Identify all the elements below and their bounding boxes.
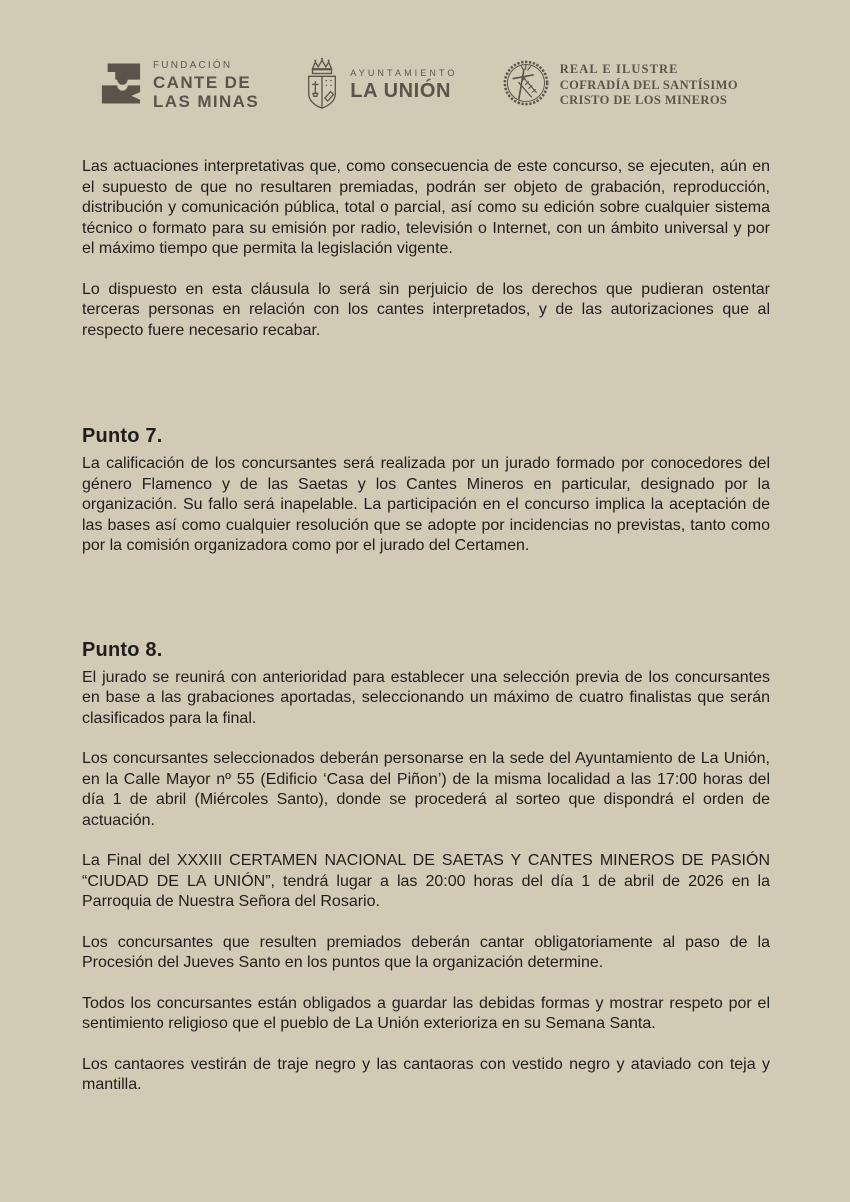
fundacion-mark-icon — [100, 61, 142, 111]
document-body — [82, 117, 770, 1096]
paragraph-intro-2: Lo dispuesto en esta cláusula lo será sin perjuicio de los derechos que pudieran ostentar terceras personas en relación con los cantes interpretados, y de las autorizaciones que al respecto fuere necesario recabar. — [82, 280, 770, 339]
cofradia-logo-text — [560, 62, 738, 109]
fundacion-label: FUNDACIÓN — [153, 59, 233, 71]
cofradia-logo — [502, 59, 738, 112]
cofradia-line3: CRISTO DE LOS MINEROS — [559, 93, 728, 108]
paragraph-intro-1: Las actuaciones interpretativas que, como consecuencia de este concurso, se ejecuten, aún en el supuesto de que no resultaren premiadas, podrán ser objeto de grabación, reproducción, distribución y comunicación pública, total o parcial, así como su edición sobre cualquier sistema técnico o formato para su emisión por radio, televisión o Internet, con un ámbito universal y por el máximo tiempo que permita la legislación vigente. — [82, 158, 770, 257]
section-punto-7 — [82, 425, 770, 557]
ayuntamiento-name: LA UNIÓN — [350, 80, 452, 102]
paragraph-punto-8-1: El jurado se reunirá con anterioridad para establecer una selección previa de los concursantes en base a las grabaciones aportadas, seleccionando un máximo de cuatro finalistas que serán clasificados para la final. — [82, 668, 770, 727]
paragraph-punto-8-5: Todos los concursantes están obligados a guardar las debidas formas y mostrar respeto por el sentimiento religioso que el pueblo de La Unión exterioriza en su Semana Santa. — [82, 994, 770, 1032]
paragraph-punto-8-6: Los cantaores vestirán de traje negro y las cantaoras con vestido negro y ataviado con teja y mantilla. — [82, 1055, 770, 1093]
ayuntamiento-label: AYUNTAMIENTO — [350, 68, 458, 78]
section-punto-8 — [82, 639, 770, 1096]
paragraph-punto-7-1: La calificación de los concursantes será realizada por un jurado formado por conocedores del género Flamenco y de las Saetas y los Cantes Mineros en particular, designado por la organización. Su fallo será inapelable. La participación en el concurso implica la aceptación de las bases así como cualquier resolución que se adopte por incidencias no previstas, tanto como por la comisión organizadora como por el jurado del Certamen. — [82, 455, 770, 554]
cofradia-line2: COFRADÍA DEL SANTÍSIMO — [559, 77, 738, 92]
fundacion-name-line2: LAS MINAS — [153, 92, 260, 111]
fundacion-logo-text — [153, 60, 259, 111]
cofradia-line1: REAL E ILUSTRE — [559, 61, 679, 76]
document-header — [0, 0, 850, 117]
ayuntamiento-shield-icon — [303, 54, 341, 117]
ayuntamiento-la-union-logo — [303, 54, 457, 117]
section-heading-punto-8: Punto 8. — [82, 638, 163, 661]
ayuntamiento-logo-text — [350, 68, 457, 103]
cofradia-emblem-icon — [502, 59, 550, 112]
fundacion-cante-minas-logo — [100, 60, 259, 111]
paragraph-punto-8-2: Los concursantes seleccionados deberán personarse en la sede del Ayuntamiento de La Unión, en la Calle Mayor nº 55 (Edificio ‘Casa del Piñon’) de la misma localidad a las 17:00 horas del día 1 de abril (Miércoles Santo), donde se procederá al sorteo que dispondrá el orden de actuación. — [82, 750, 770, 829]
intro-block — [82, 157, 770, 341]
paragraph-punto-8-3: La Final del XXXIII CERTAMEN NACIONAL DE SAETAS Y CANTES MINEROS DE PASIÓN “CIUDAD DE LA UNIÓN”, tendrá lugar a las 20:00 horas del día 1 de abril de 2026 en la Parroquia de Nuestra Señora del Rosario. — [82, 852, 770, 910]
fundacion-name-line1: CANTE DE — [153, 72, 252, 92]
paragraph-punto-8-4: Los concursantes que resulten premiados deberán cantar obligatoriamente al paso de la Procesión del Jueves Santo en los puntos que la organización determine. — [82, 933, 770, 971]
section-heading-punto-7: Punto 7. — [82, 425, 163, 447]
